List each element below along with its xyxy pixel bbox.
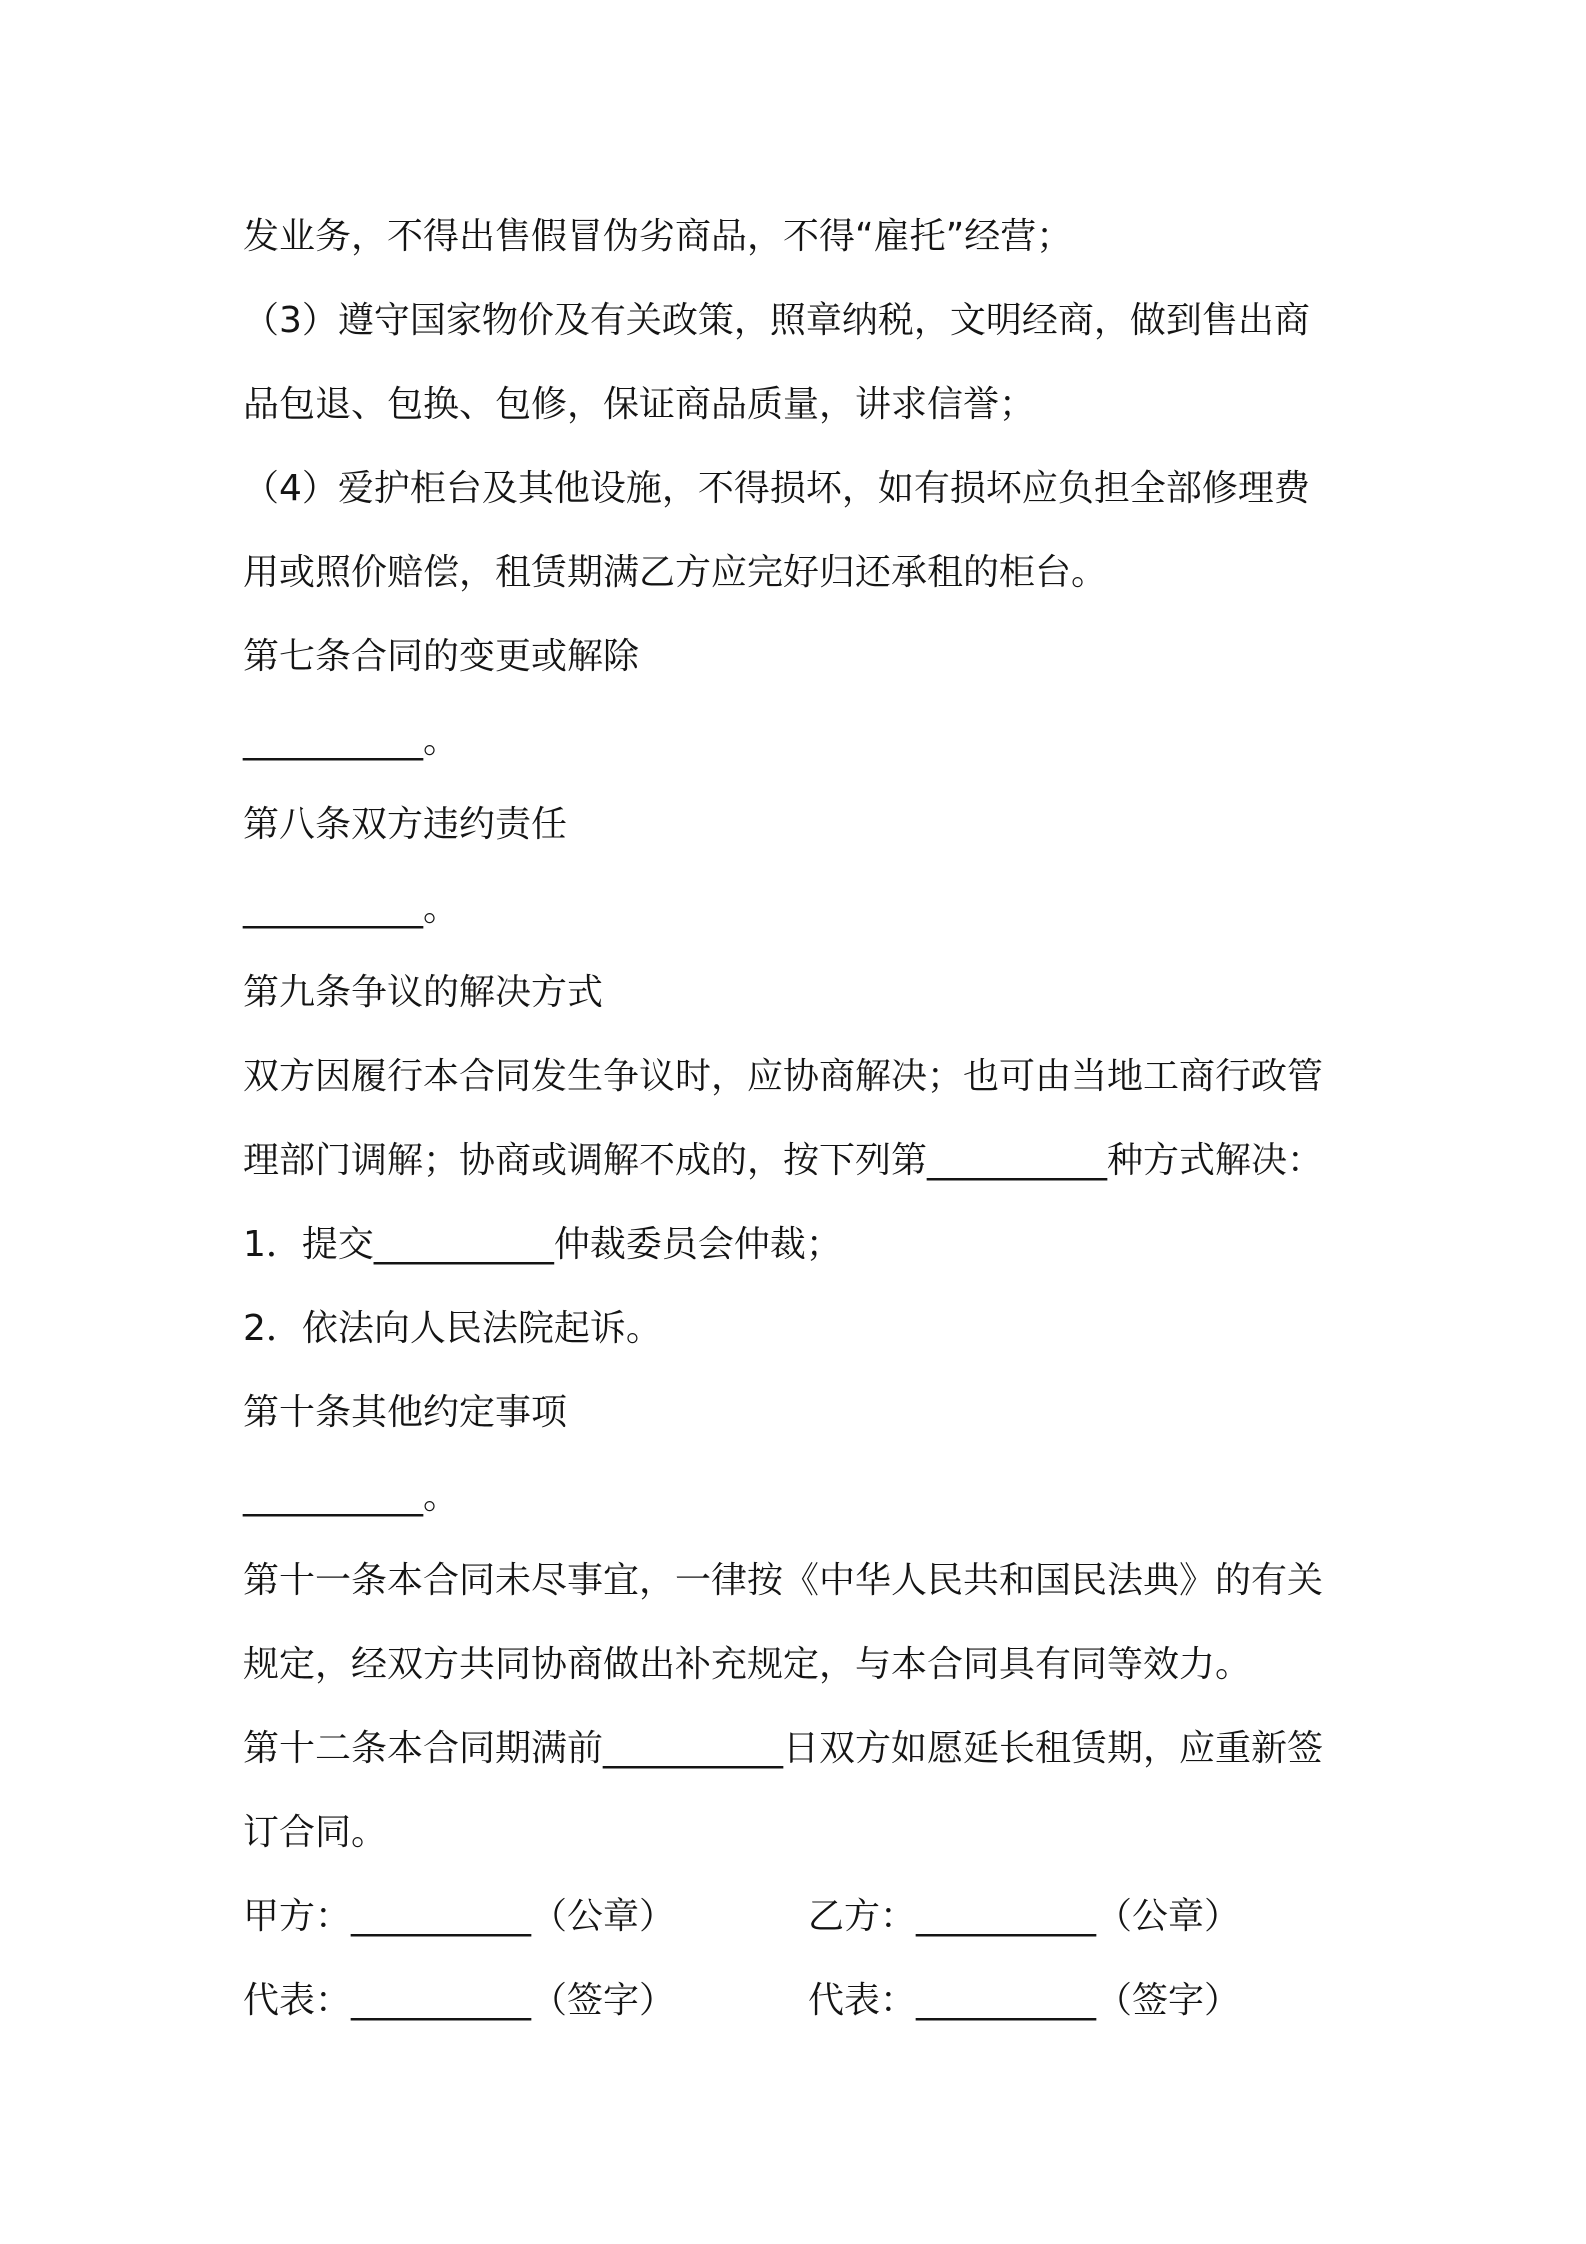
- clause-item-4: （4）爱护柜台及其他设施，不得损坏，如有损坏应负担全部修理费: [243, 468, 1310, 509]
- paragraph-line: 发业务，不得出售假冒伪劣商品，不得“雇托”经营；: [243, 216, 1073, 257]
- dispute-option-2: 2．依法向人民法院起诉。: [243, 1308, 662, 1349]
- signature-row-rep: [243, 1959, 1363, 2043]
- paragraph-line: 双方因履行本合同发生争议时，应协商解决；也可由当地工商行政管: [243, 1056, 1324, 1097]
- clause-item-3: （3）遵守国家物价及有关政策，照章纳税，文明经商，做到售出商: [243, 300, 1310, 341]
- paragraph-line: 规定，经双方共同协商做出补充规定，与本合同具有同等效力。: [243, 1644, 1252, 1685]
- party-a-representative: 代表：__________（签字）: [243, 1980, 676, 2021]
- signature-row-seal: [243, 1875, 1363, 1959]
- party-b-representative: 代表：__________（签字）: [808, 1980, 1241, 2021]
- article-9-heading: 第九条争议的解决方式: [243, 972, 604, 1013]
- party-b-seal: 乙方：__________（公章）: [808, 1896, 1241, 1937]
- party-a-seal: 甲方：__________（公章）: [243, 1896, 676, 1937]
- article-12-line: 第十二条本合同期满前__________日双方如愿延长租赁期，应重新签: [243, 1728, 1324, 1769]
- article-10-heading: 第十条其他约定事项: [243, 1392, 568, 1433]
- article-8-blank: __________。: [243, 888, 460, 929]
- dispute-option-1: 1．提交__________仲裁委员会仲裁；: [243, 1224, 842, 1265]
- article-7-blank: __________。: [243, 720, 460, 761]
- article-10-blank: __________。: [243, 1476, 460, 1517]
- paragraph-line: 理部门调解；协商或调解不成的，按下列第__________种方式解决：: [243, 1140, 1324, 1181]
- document-body: [243, 195, 1363, 2043]
- article-8-heading: 第八条双方违约责任: [243, 804, 568, 845]
- paragraph-line: 品包退、包换、包修，保证商品质量，讲求信誉；: [243, 384, 1036, 425]
- article-11-line: 第十一条本合同未尽事宜，一律按《中华人民共和国民法典》的有关: [243, 1560, 1324, 1601]
- paragraph-line: 用或照价赔偿，租赁期满乙方应完好归还承租的柜台。: [243, 552, 1108, 593]
- article-7-heading: 第七条合同的变更或解除: [243, 636, 640, 677]
- paragraph-line: 订合同。: [243, 1812, 388, 1853]
